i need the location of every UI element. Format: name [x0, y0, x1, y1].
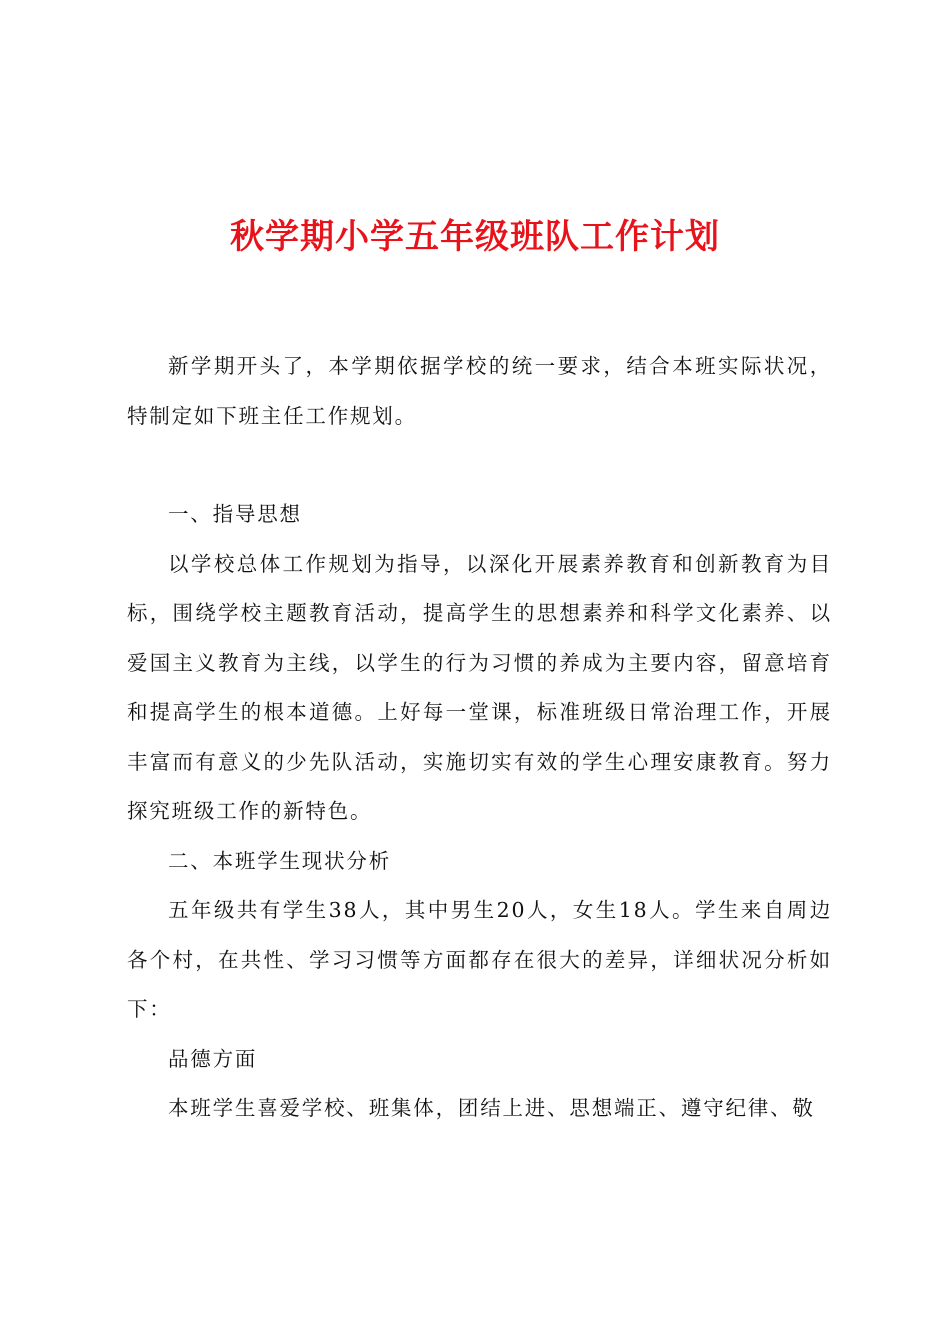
section-paragraph-student-analysis: 五年级共有学生38人，其中男生20人，女生18人。学生来自周边各个村，在共性、学习习惯等方面都存在很大的差异，详细状况分析如下： — [127, 898, 832, 1021]
intro-paragraph: 新学期开头了，本学期依据学校的统一要求，结合本班实际状况，特制定如下班主任工作规划。 — [127, 354, 832, 428]
intro-block — [127, 342, 832, 441]
section-paragraph-guiding-ideology: 以学校总体工作规划为指导，以深化开展素养教育和创新教育为目标，围绕学校主题教育活动，提高学生的思想素养和科学文化素养、以爱国主义教育为主线，以学生的行为习惯的养成为主要内容，留意培育和提高学生的根本道德。上好每一堂课，标准班级日常治理工作，开展丰富而有意义的少先队活动，实施切实有效的学生心理安康教育。努力探究班级工作的新特色。 — [127, 551, 832, 823]
last-paragraph: 本班学生喜爱学校、班集体，团结上进、思想端正、遵守纪律、敬 — [168, 1096, 815, 1120]
subheading-moral-aspect: 品德方面 — [168, 1046, 258, 1071]
content-block — [127, 490, 832, 1134]
section-heading-guiding-ideology: 一、指导思想 — [168, 502, 302, 526]
section-heading-student-analysis: 二、本班学生现状分析 — [168, 848, 391, 873]
document-title: 秋学期小学五年级班队工作计划 — [230, 217, 720, 257]
